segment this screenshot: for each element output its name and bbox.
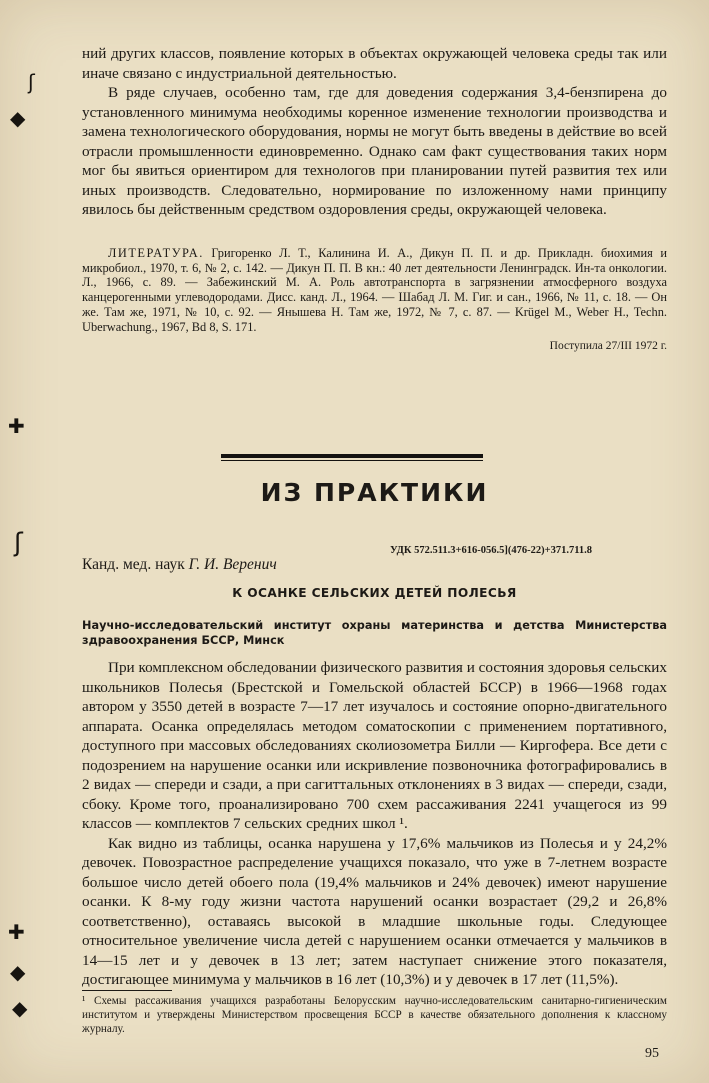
page-number: 95 <box>645 1046 659 1061</box>
margin-mark: ʃ <box>14 528 23 558</box>
footnote: ¹ Схемы рассаживания учащихся разработаны Белорусским научно-исследовательским санитарно-гигиеническим институтом и утверждены Министерством просвещения БССР в качестве обязательного дополнения к классному журналу. <box>82 995 667 1035</box>
literature <box>82 246 667 352</box>
top-text <box>82 44 667 220</box>
literature-heading: ЛИТЕРАТУРА. <box>108 246 204 260</box>
margin-mark: ʃ <box>28 70 35 94</box>
margin-mark: ◆ <box>12 996 28 1020</box>
paragraph: В ряде случаев, особенно там, где для доведения содержания 3,4-бензпирена до установленного минимума необходимы коренное изменение технологии производства и замена технологического оборудования, нормы не могут быть введены в действие во всей отрасли промышленности единовременно. Однако сам факт существования таких норм мог бы явиться ориентиром для технологов при планировании путей развития тех или иных производств. Следовательно, нормирование по изложенному нами принципу явилось бы действенным средством оздоровления среды, окружающей человека. <box>82 84 667 218</box>
margin-mark: ◆ <box>10 106 26 130</box>
paragraph: ний других классов, появление которых в объектах окружающей человека среды так или иначе связано с индустриальной деятельностью. <box>82 45 667 82</box>
author-line <box>82 556 277 574</box>
section-title: ИЗ ПРАКТИКИ <box>260 478 489 507</box>
section-rule <box>221 454 483 458</box>
author-name: Г. И. Веренич <box>188 556 277 573</box>
received-date: Поступила 27/III 1972 г. <box>549 340 667 353</box>
margin-mark: ✚ <box>8 920 25 944</box>
article-body <box>82 658 667 990</box>
footnote-rule <box>82 990 172 991</box>
affiliation: Научно-исследовательский институт охраны материнства и детства Министерства здравоохранения БССР, Минск <box>82 619 667 647</box>
author-degree: Канд. мед. наук <box>82 556 185 573</box>
paragraph: Как видно из таблицы, осанка нарушена у 17,6% мальчиков из Полесья и у 24,2% девочек. Повозрастное распределение учащихся показало, что уже в 7-летнем возрасте большое число детей обоего пола (19,4% мальчиков и 24% девочек) имеют нарушение осанки. К 8-му году жизни частота нарушений осанки возрастает (29,2 и 26,8% соответственно), оставаясь высокой в младшие школьные годы. Следующее относительное увеличение числа детей с нарушением осанки отмечается у мальчиков в 14—15 лет и у девочек в 13 лет; затем наступает снижение этого показателя, достигающее минимума у мальчиков в 16 лет (10,3%) и у девочек в 17 лет (11,5%). <box>82 834 667 988</box>
section-rule-thin <box>221 460 483 461</box>
paragraph: При комплексном обследовании физического развития и состояния здоровья сельских школьников Полесья (Брестской и Гомельской областей БССР) в 1966—1968 годах автором у 3550 детей в возрасте 7—17 лет изучалось и состояние опорно-двигательного аппарата. Осанка определялась методом соматоскопии с применением портативного, доступного при массовых обследованиях сколиозометра Билли — Киргофера. Все дети с подозрением на нарушение осанки или искривление позвоночника фотографировались в 2 видах — спереди и сзади, а при сагиттальных отклонениях в 3 видах — спереди, сзади, сбоку. Кроме того, проанализировано 700 схем рассаживания 2241 учащегося из 99 классов — комплектов 7 сельских средних школ ¹. <box>82 659 667 832</box>
margin-mark: ◆ <box>10 960 26 984</box>
literature-text: Григоренко Л. Т., Калинина И. А., Дикун П. П. и др. Прикладн. биохимия и микробиол., 1970, т. 6, № 2, с. 142. — Дикун П. П. В кн.: 40 лет деятельности Ленинградск. Ин-та онкологии. Л., 1966, с. 89. — Забежинский М. А. Роль автотранспорта в загрязнении атмосферного воздуха канцерогенными углеводородами. Дисс. канд. Л., 1964. — Шабад Л. М. Гиг. и сан., 1966, № 11, с. 18. — Он же. Там же, 1971, № 10, с. 92. — Янышева Н. Там же, 1972, № 7, с. 87. — Krügel M., Weber H., Techn. Uberwachung., 1967, Bd 8, S. 171. <box>82 246 667 334</box>
margin-mark: ✚ <box>8 414 25 438</box>
article-title: К ОСАНКЕ СЕЛЬСКИХ ДЕТЕЙ ПОЛЕСЬЯ <box>232 586 517 600</box>
udc-code: УДК 572.511.3+616-056.5](476-22)+371.711.8 <box>390 545 593 556</box>
